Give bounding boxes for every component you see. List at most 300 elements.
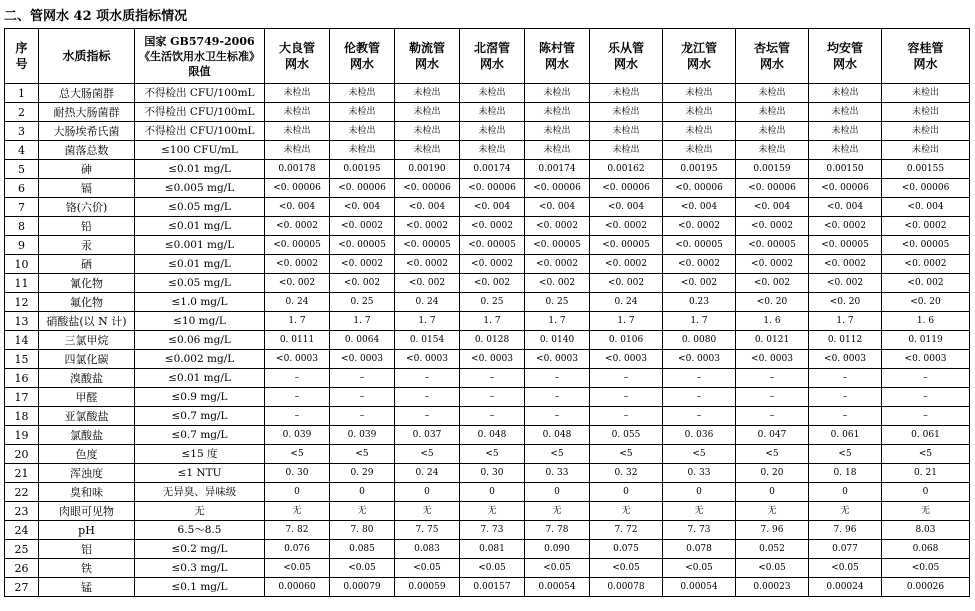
measured-value: <5 (736, 445, 809, 464)
row-index: 5 (5, 160, 39, 179)
indicator-name: 甲醛 (39, 388, 135, 407)
indicator-name: 硝酸盐(以 N 计) (39, 312, 135, 331)
measured-value: <0. 00006 (265, 179, 330, 198)
measured-value: 未检出 (809, 122, 882, 141)
measured-value: 0. 061 (882, 426, 970, 445)
measured-value: <0. 0002 (809, 217, 882, 236)
measured-value: 0. 061 (809, 426, 882, 445)
measured-value: 未检出 (663, 141, 736, 160)
standard-limit: ≤0.7 mg/L (135, 426, 265, 445)
measured-value: <0. 0002 (590, 217, 663, 236)
measured-value: – (882, 388, 970, 407)
measured-value: 0.076 (265, 540, 330, 559)
indicator-name: 硒 (39, 255, 135, 274)
measured-value: 未检出 (395, 122, 460, 141)
table-row (5, 578, 970, 597)
measured-value: <0.05 (330, 559, 395, 578)
measured-value: <0. 002 (395, 274, 460, 293)
row-index: 15 (5, 350, 39, 369)
measured-value: <0. 20 (882, 293, 970, 312)
measured-value: 7. 96 (809, 521, 882, 540)
measured-value: – (330, 388, 395, 407)
measured-value: <0. 0002 (330, 255, 395, 274)
indicator-name: 色度 (39, 445, 135, 464)
measured-value: 未检出 (736, 84, 809, 103)
table-row (5, 407, 970, 426)
measured-value: <0. 20 (736, 293, 809, 312)
measured-value: <0. 004 (525, 198, 590, 217)
measured-value: 0. 30 (265, 464, 330, 483)
standard-limit: ≤15 度 (135, 445, 265, 464)
measured-value: 0. 33 (525, 464, 590, 483)
measured-value: <0. 0002 (525, 217, 590, 236)
measured-value: 未检出 (265, 84, 330, 103)
measured-value: 未检出 (460, 84, 525, 103)
measured-value: 0.00024 (809, 578, 882, 597)
measured-value: 0 (525, 483, 590, 502)
standard-limit: ≤0.2 mg/L (135, 540, 265, 559)
measured-value: – (590, 369, 663, 388)
measured-value: <5 (265, 445, 330, 464)
measured-value: 0.00174 (525, 160, 590, 179)
measured-value: <0. 0002 (265, 255, 330, 274)
measured-value: 未检出 (882, 141, 970, 160)
row-index: 24 (5, 521, 39, 540)
measured-value: 未检出 (330, 103, 395, 122)
measured-value: 0. 20 (736, 464, 809, 483)
row-index: 11 (5, 274, 39, 293)
measured-value: – (395, 369, 460, 388)
measured-value: <0. 004 (809, 198, 882, 217)
measured-value: <0. 002 (330, 274, 395, 293)
measured-value: 0 (663, 483, 736, 502)
row-index: 10 (5, 255, 39, 274)
measured-value: <0. 00006 (525, 179, 590, 198)
measured-value: 未检出 (460, 122, 525, 141)
measured-value: 0. 24 (265, 293, 330, 312)
measured-value: – (736, 407, 809, 426)
indicator-name: 汞 (39, 236, 135, 255)
standard-limit: ≤0.3 mg/L (135, 559, 265, 578)
measured-value: 无 (882, 502, 970, 521)
measured-value: <5 (663, 445, 736, 464)
indicator-name: 耐热大肠菌群 (39, 103, 135, 122)
measured-value: – (460, 407, 525, 426)
measured-value: – (265, 369, 330, 388)
row-index: 25 (5, 540, 39, 559)
row-index: 20 (5, 445, 39, 464)
measured-value: <0. 0002 (663, 255, 736, 274)
measured-value: – (736, 369, 809, 388)
measured-value: <0. 0003 (265, 350, 330, 369)
measured-value: <0. 004 (330, 198, 395, 217)
standard-limit: 不得检出 CFU/100mL (135, 84, 265, 103)
measured-value: 未检出 (590, 141, 663, 160)
measured-value: 0. 0119 (882, 331, 970, 350)
section-title: 二、管网水 42 项水质指标情况 (4, 9, 188, 24)
measured-value: 未检出 (590, 103, 663, 122)
measured-value: <0. 00005 (882, 236, 970, 255)
standard-limit: ≤0.7 mg/L (135, 407, 265, 426)
measured-value: 1. 7 (265, 312, 330, 331)
measured-value: 7. 82 (265, 521, 330, 540)
measured-value: 0. 039 (330, 426, 395, 445)
table-row (5, 198, 970, 217)
measured-value: <0. 0002 (882, 255, 970, 274)
row-index: 2 (5, 103, 39, 122)
measured-value: <0. 0002 (663, 217, 736, 236)
standard-limit: ≤0.01 mg/L (135, 255, 265, 274)
measured-value: 0.00195 (330, 160, 395, 179)
measured-value: 1. 7 (525, 312, 590, 331)
measured-value: 0.00159 (736, 160, 809, 179)
measured-value: – (736, 388, 809, 407)
measured-value: <0. 0003 (809, 350, 882, 369)
indicator-name: 总大肠菌群 (39, 84, 135, 103)
measured-value: <0. 004 (663, 198, 736, 217)
measured-value: 0. 0111 (265, 331, 330, 350)
table-row (5, 122, 970, 141)
measured-value: – (330, 369, 395, 388)
measured-value: 1. 6 (882, 312, 970, 331)
header-row (5, 29, 970, 84)
measured-value: <0.05 (395, 559, 460, 578)
row-index: 26 (5, 559, 39, 578)
measured-value: – (525, 407, 590, 426)
header-site: 大良管网水 (265, 29, 330, 84)
header-site: 容桂管网水 (882, 29, 970, 84)
measured-value: 0. 33 (663, 464, 736, 483)
table-row (5, 502, 970, 521)
measured-value: 0. 039 (265, 426, 330, 445)
indicator-name: 四氯化碳 (39, 350, 135, 369)
measured-value: – (265, 407, 330, 426)
measured-value: – (395, 388, 460, 407)
table-row (5, 483, 970, 502)
measured-value: <0. 00005 (663, 236, 736, 255)
row-index: 1 (5, 84, 39, 103)
measured-value: <0. 20 (809, 293, 882, 312)
measured-value: 未检出 (460, 103, 525, 122)
measured-value: 无 (590, 502, 663, 521)
measured-value: <0. 00006 (663, 179, 736, 198)
measured-value: <0. 0002 (590, 255, 663, 274)
measured-value: 0. 048 (525, 426, 590, 445)
water-quality-table (4, 28, 970, 597)
measured-value: 0.090 (525, 540, 590, 559)
indicator-name: 铬(六价) (39, 198, 135, 217)
standard-limit: ≤0.002 mg/L (135, 350, 265, 369)
measured-value: 未检出 (882, 84, 970, 103)
measured-value: 0. 18 (809, 464, 882, 483)
measured-value: <0. 002 (460, 274, 525, 293)
measured-value: <5 (395, 445, 460, 464)
measured-value: <0. 004 (460, 198, 525, 217)
standard-limit: 无 (135, 502, 265, 521)
standard-limit: ≤0.005 mg/L (135, 179, 265, 198)
measured-value: <5 (525, 445, 590, 464)
measured-value: 未检出 (882, 103, 970, 122)
measured-value: 8.03 (882, 521, 970, 540)
measured-value: 未检出 (590, 122, 663, 141)
indicator-name: pH (39, 521, 135, 540)
measured-value: <0. 0002 (395, 255, 460, 274)
measured-value: – (460, 369, 525, 388)
measured-value: 0.00054 (663, 578, 736, 597)
measured-value: – (809, 388, 882, 407)
measured-value: 0. 24 (590, 293, 663, 312)
measured-value: – (395, 407, 460, 426)
measured-value: <0. 002 (736, 274, 809, 293)
measured-value: <0. 0002 (460, 255, 525, 274)
measured-value: 0.052 (736, 540, 809, 559)
row-index: 14 (5, 331, 39, 350)
measured-value: 1. 7 (809, 312, 882, 331)
measured-value: <0. 0002 (265, 217, 330, 236)
measured-value: 0 (882, 483, 970, 502)
row-index: 23 (5, 502, 39, 521)
table-row (5, 540, 970, 559)
indicator-name: 亚氯酸盐 (39, 407, 135, 426)
row-index: 7 (5, 198, 39, 217)
measured-value: <0. 002 (525, 274, 590, 293)
indicator-name: 砷 (39, 160, 135, 179)
measured-value: 0.078 (663, 540, 736, 559)
measured-value: <0. 00006 (590, 179, 663, 198)
standard-limit: ≤100 CFU/mL (135, 141, 265, 160)
measured-value: <0. 004 (736, 198, 809, 217)
measured-value: <0. 002 (265, 274, 330, 293)
measured-value: 未检出 (265, 103, 330, 122)
measured-value: – (882, 369, 970, 388)
header-site: 均安管网水 (809, 29, 882, 84)
measured-value: 未检出 (736, 122, 809, 141)
measured-value: 未检出 (590, 84, 663, 103)
measured-value: 0.00178 (265, 160, 330, 179)
measured-value: 0 (736, 483, 809, 502)
measured-value: <0. 0002 (809, 255, 882, 274)
measured-value: 0.077 (809, 540, 882, 559)
standard-limit: ≤1 NTU (135, 464, 265, 483)
measured-value: <0. 004 (590, 198, 663, 217)
measured-value: <0. 0003 (395, 350, 460, 369)
measured-value: 0. 047 (736, 426, 809, 445)
measured-value: <0. 00005 (590, 236, 663, 255)
measured-value: 未检出 (330, 141, 395, 160)
table-row (5, 559, 970, 578)
measured-value: – (265, 388, 330, 407)
measured-value: 未检出 (736, 141, 809, 160)
table-row (5, 369, 970, 388)
measured-value: <0. 00005 (265, 236, 330, 255)
measured-value: – (663, 407, 736, 426)
measured-value: 0. 0106 (590, 331, 663, 350)
measured-value: <0.05 (663, 559, 736, 578)
measured-value: 0 (460, 483, 525, 502)
measured-value: 0. 037 (395, 426, 460, 445)
measured-value: <0.05 (882, 559, 970, 578)
measured-value: 0. 055 (590, 426, 663, 445)
measured-value: 0.00174 (460, 160, 525, 179)
table-row (5, 160, 970, 179)
header-limit: 国家 GB5749-2006《生活饮用水卫生标准》限值 (135, 29, 265, 84)
measured-value: 0.075 (590, 540, 663, 559)
measured-value: 1. 7 (590, 312, 663, 331)
row-index: 18 (5, 407, 39, 426)
measured-value: 1. 7 (330, 312, 395, 331)
measured-value: 无 (460, 502, 525, 521)
measured-value: <0. 00005 (460, 236, 525, 255)
measured-value: 7. 80 (330, 521, 395, 540)
measured-value: <0. 0002 (330, 217, 395, 236)
header-site: 乐从管网水 (590, 29, 663, 84)
measured-value: 0. 048 (460, 426, 525, 445)
measured-value: <0. 002 (663, 274, 736, 293)
measured-value: <0. 00005 (395, 236, 460, 255)
measured-value: 0.083 (395, 540, 460, 559)
indicator-name: 氟化物 (39, 293, 135, 312)
measured-value: 0.00054 (525, 578, 590, 597)
header-site: 杏坛管网水 (736, 29, 809, 84)
measured-value: 7. 73 (460, 521, 525, 540)
row-index: 3 (5, 122, 39, 141)
measured-value: <0. 002 (882, 274, 970, 293)
measured-value: 未检出 (395, 141, 460, 160)
table-row (5, 312, 970, 331)
measured-value: 0. 25 (460, 293, 525, 312)
standard-limit: 不得检出 CFU/100mL (135, 122, 265, 141)
measured-value: 未检出 (525, 103, 590, 122)
measured-value: <5 (590, 445, 663, 464)
measured-value: 未检出 (809, 84, 882, 103)
table-row (5, 350, 970, 369)
measured-value: <0. 0003 (882, 350, 970, 369)
measured-value: 0. 0064 (330, 331, 395, 350)
measured-value: 0. 25 (330, 293, 395, 312)
measured-value: 1. 7 (663, 312, 736, 331)
measured-value: 0.00155 (882, 160, 970, 179)
measured-value: <0. 00005 (330, 236, 395, 255)
measured-value: <0.05 (460, 559, 525, 578)
measured-value: 0.00079 (330, 578, 395, 597)
measured-value: 1. 7 (460, 312, 525, 331)
row-index: 17 (5, 388, 39, 407)
measured-value: 未检出 (809, 103, 882, 122)
measured-value: 0. 036 (663, 426, 736, 445)
indicator-name: 浑浊度 (39, 464, 135, 483)
measured-value: <0. 0002 (882, 217, 970, 236)
standard-limit: ≤0.05 mg/L (135, 274, 265, 293)
measured-value: 未检出 (525, 141, 590, 160)
measured-value: 0.00195 (663, 160, 736, 179)
measured-value: 0. 0128 (460, 331, 525, 350)
indicator-name: 肉眼可见物 (39, 502, 135, 521)
measured-value: – (809, 407, 882, 426)
measured-value: 未检出 (663, 84, 736, 103)
measured-value: 0. 32 (590, 464, 663, 483)
measured-value: <0. 0003 (525, 350, 590, 369)
measured-value: 7. 73 (663, 521, 736, 540)
indicator-name: 铅 (39, 217, 135, 236)
indicator-name: 氯酸盐 (39, 426, 135, 445)
measured-value: <0. 00006 (460, 179, 525, 198)
header-index: 序号 (5, 29, 39, 84)
header-site: 勒流管网水 (395, 29, 460, 84)
standard-limit: ≤0.01 mg/L (135, 217, 265, 236)
standard-limit: ≤0.1 mg/L (135, 578, 265, 597)
standard-limit: 6.5～8.5 (135, 521, 265, 540)
measured-value: <0. 00005 (525, 236, 590, 255)
measured-value: <5 (330, 445, 395, 464)
measured-value: 0. 24 (395, 293, 460, 312)
table-row (5, 255, 970, 274)
indicator-name: 三氯甲烷 (39, 331, 135, 350)
standard-limit: ≤1.0 mg/L (135, 293, 265, 312)
table-row (5, 464, 970, 483)
measured-value: <5 (882, 445, 970, 464)
measured-value: 无 (395, 502, 460, 521)
measured-value: 未检出 (395, 84, 460, 103)
measured-value: 无 (330, 502, 395, 521)
standard-limit: ≤0.06 mg/L (135, 331, 265, 350)
header-site: 伦教管网水 (330, 29, 395, 84)
measured-value: 未检出 (525, 84, 590, 103)
measured-value: <0. 00006 (395, 179, 460, 198)
row-index: 21 (5, 464, 39, 483)
indicator-name: 氰化物 (39, 274, 135, 293)
measured-value: 0. 24 (395, 464, 460, 483)
measured-value: 0. 30 (460, 464, 525, 483)
measured-value: – (460, 388, 525, 407)
table-row (5, 445, 970, 464)
measured-value: <5 (460, 445, 525, 464)
measured-value: 7. 78 (525, 521, 590, 540)
measured-value: 7. 72 (590, 521, 663, 540)
standard-limit: ≤0.05 mg/L (135, 198, 265, 217)
indicator-name: 铁 (39, 559, 135, 578)
measured-value: <0. 0002 (736, 255, 809, 274)
measured-value: – (525, 388, 590, 407)
measured-value: 未检出 (882, 122, 970, 141)
row-index: 12 (5, 293, 39, 312)
indicator-name: 菌落总数 (39, 141, 135, 160)
table-row (5, 293, 970, 312)
measured-value: <0.05 (525, 559, 590, 578)
measured-value: 0 (809, 483, 882, 502)
row-index: 4 (5, 141, 39, 160)
measured-value: 未检出 (330, 122, 395, 141)
measured-value: – (809, 369, 882, 388)
measured-value: 未检出 (809, 141, 882, 160)
measured-value: <0. 0002 (736, 217, 809, 236)
table-body (5, 84, 970, 597)
table-row (5, 388, 970, 407)
measured-value: 1. 7 (395, 312, 460, 331)
measured-value: 0.068 (882, 540, 970, 559)
table-row (5, 331, 970, 350)
measured-value: <0. 0003 (460, 350, 525, 369)
measured-value: <5 (809, 445, 882, 464)
measured-value: <0. 004 (265, 198, 330, 217)
measured-value: 0. 21 (882, 464, 970, 483)
measured-value: <0.05 (809, 559, 882, 578)
measured-value: 无 (809, 502, 882, 521)
table-row (5, 521, 970, 540)
measured-value: 未检出 (265, 141, 330, 160)
measured-value: 0 (265, 483, 330, 502)
table-row (5, 179, 970, 198)
measured-value: – (882, 407, 970, 426)
